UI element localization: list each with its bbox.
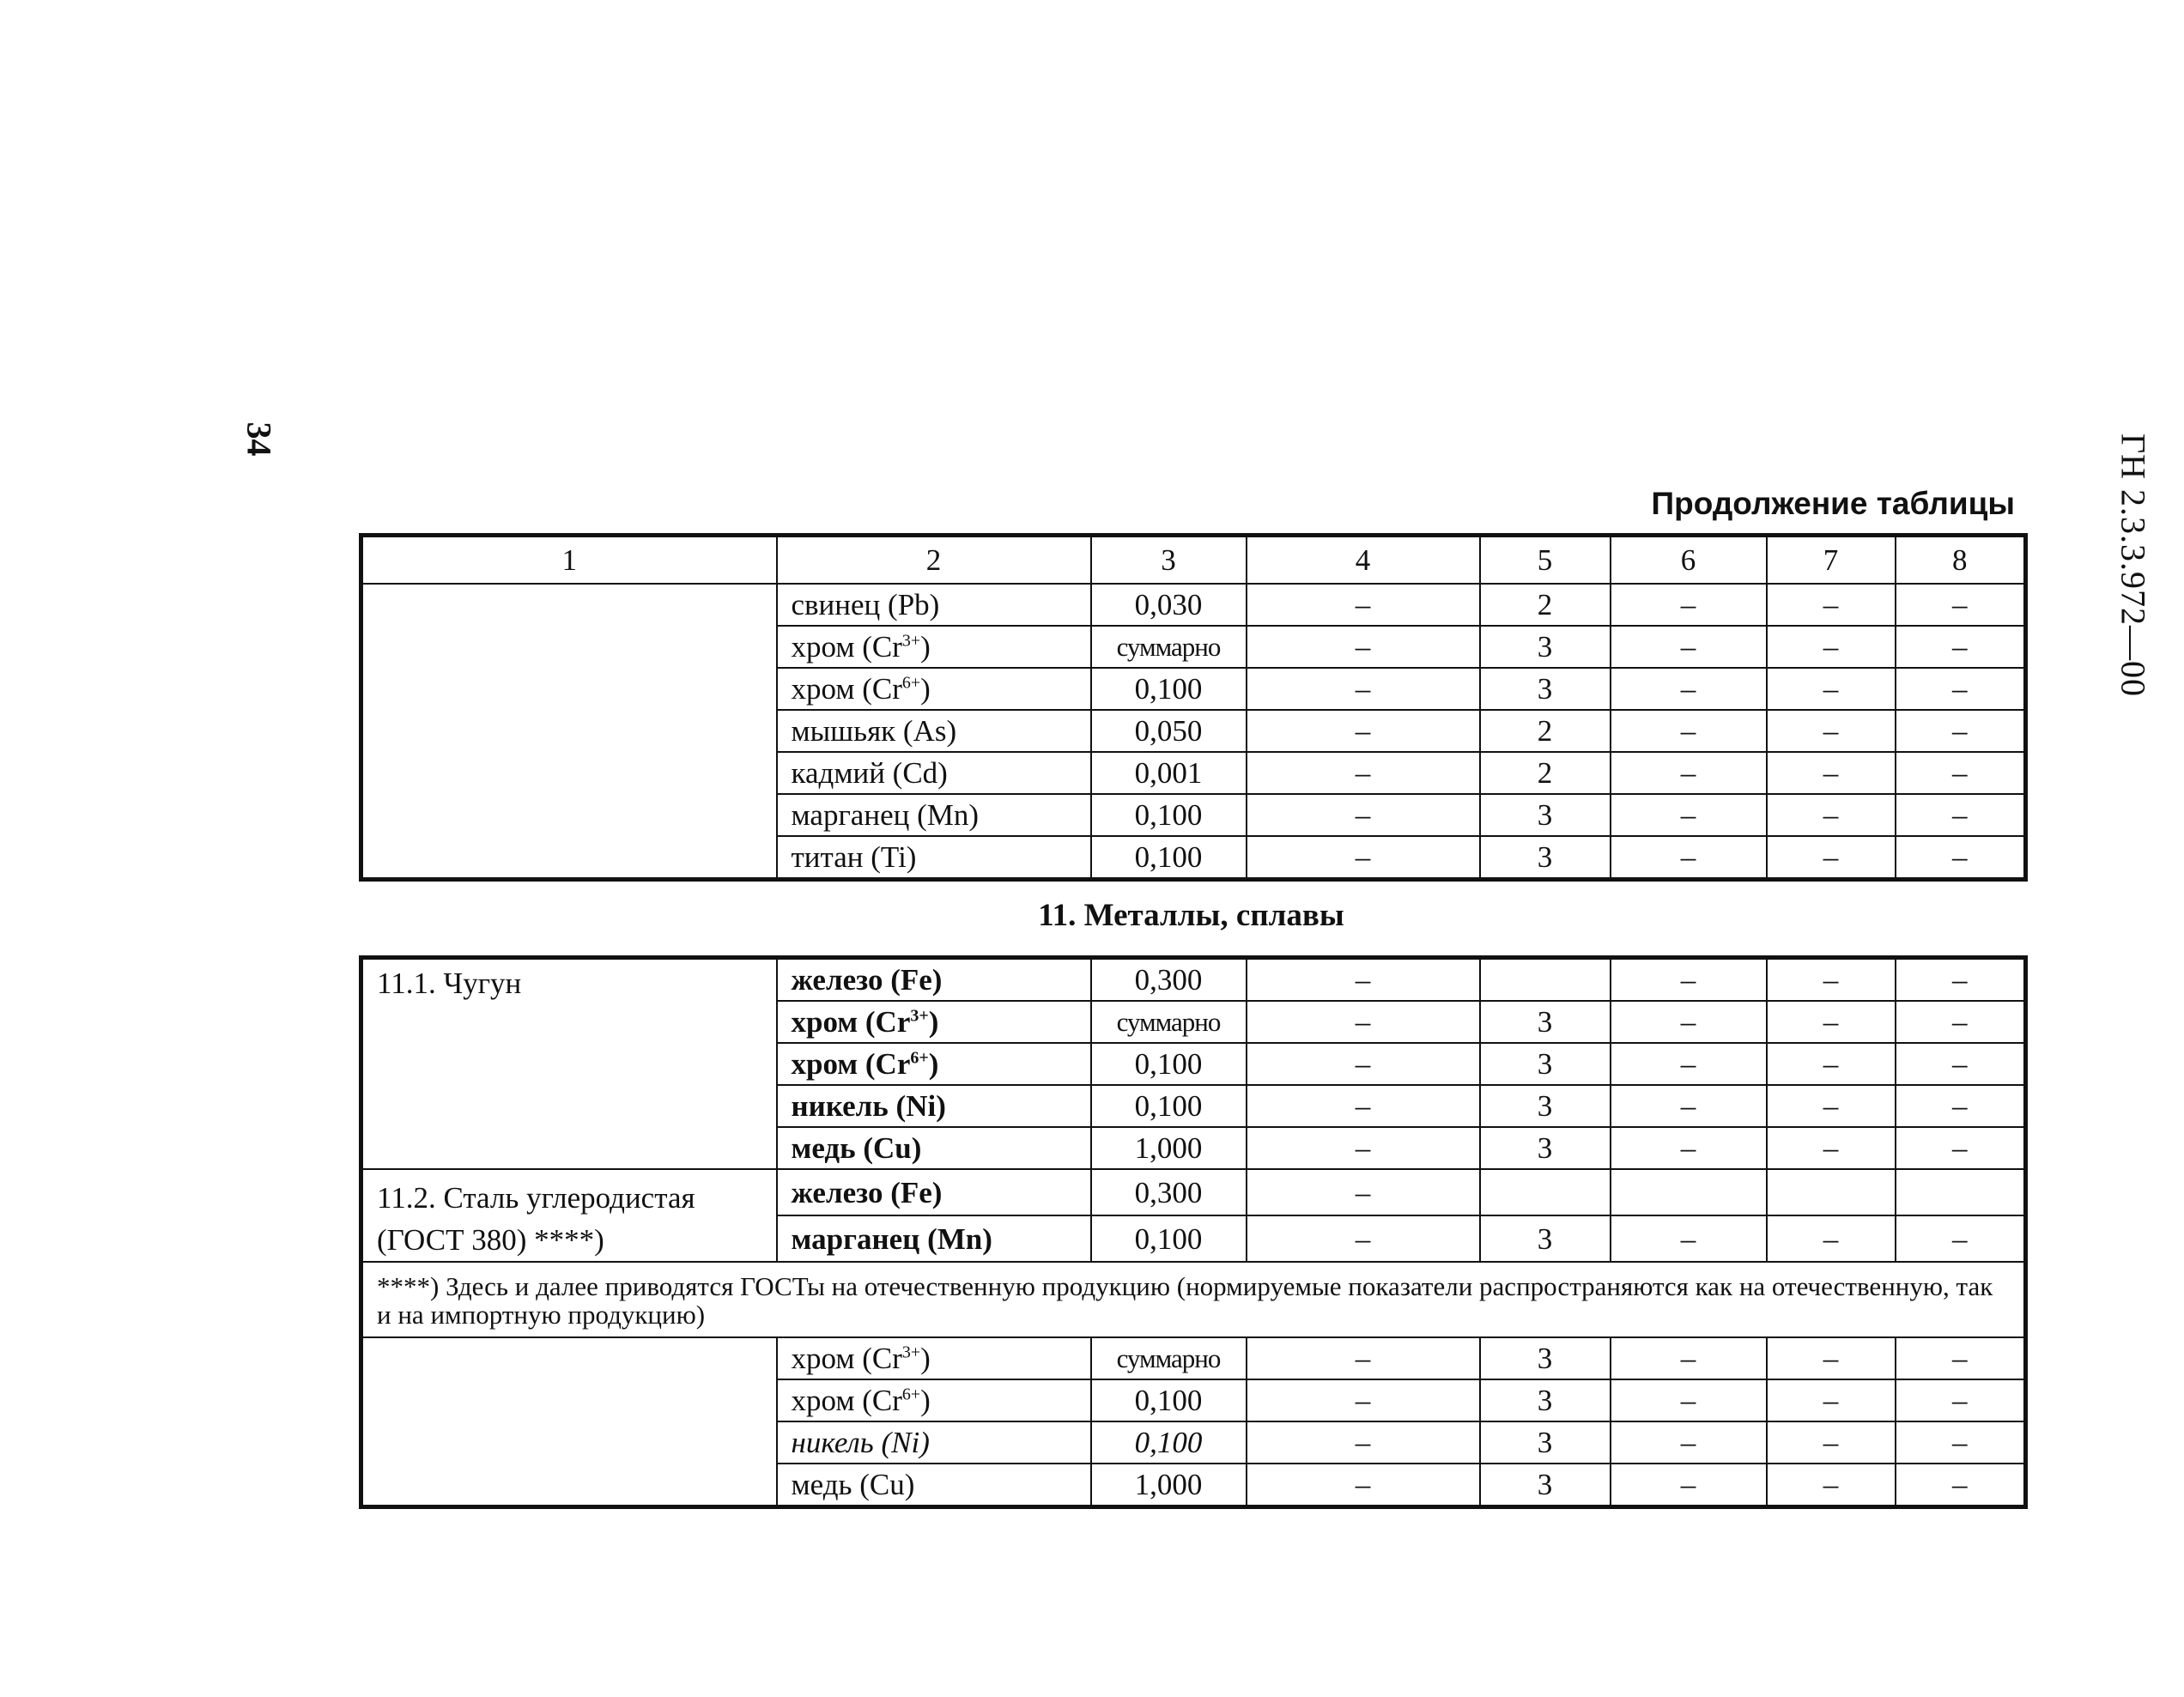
value-cell: 3 <box>1480 1127 1611 1169</box>
value-cell: 3 <box>1480 1085 1611 1127</box>
value-cell: – <box>1247 584 1480 626</box>
substance-cell: медь (Cu) <box>777 1464 1091 1507</box>
substance-cell: железо (Fe) <box>777 958 1091 1002</box>
value-cell: 3 <box>1480 1001 1611 1043</box>
value-cell: – <box>1611 1127 1767 1169</box>
value-cell: – <box>1767 752 1896 794</box>
value-cell: 0,050 <box>1091 710 1247 752</box>
value-cell: – <box>1896 1127 2026 1169</box>
value-cell: – <box>1767 1043 1896 1085</box>
value-cell: – <box>1611 626 1767 668</box>
substance-cell: медь (Cu) <box>777 1127 1091 1169</box>
footnote-row <box>361 1262 2026 1337</box>
page-number: 34 <box>240 421 279 457</box>
value-cell: 3 <box>1480 1215 1611 1262</box>
value-cell: – <box>1611 1464 1767 1507</box>
value-cell: – <box>1611 1001 1767 1043</box>
value-cell: – <box>1767 584 1896 626</box>
value-cell: – <box>1767 1215 1896 1262</box>
value-cell: – <box>1247 1001 1480 1043</box>
value-cell: – <box>1767 668 1896 710</box>
substance-cell: кадмий (Cd) <box>777 752 1091 794</box>
value-cell: – <box>1611 836 1767 880</box>
substance-cell: хром $(Cr^{3+})$ <box>777 1337 1091 1379</box>
value-cell: – <box>1896 710 2026 752</box>
category-cell <box>361 1337 777 1507</box>
value-cell <box>1611 1169 1767 1215</box>
value-cell: – <box>1247 668 1480 710</box>
value-cell: – <box>1247 1043 1480 1085</box>
substance-cell: никель (Ni) <box>777 1085 1091 1127</box>
value-cell: – <box>1247 1127 1480 1169</box>
value-cell: 2 <box>1480 710 1611 752</box>
value-cell: – <box>1247 958 1480 1002</box>
value-cell: 0,300 <box>1091 1169 1247 1215</box>
value-cell: – <box>1247 752 1480 794</box>
substance-cell: хром $(Cr^{6+})$ <box>777 1379 1091 1421</box>
value-cell: 0,100 <box>1091 1085 1247 1127</box>
value-cell: 0,100 <box>1091 668 1247 710</box>
value-cell: – <box>1767 1421 1896 1464</box>
table-row <box>361 1169 2026 1215</box>
value-cell <box>1480 1169 1611 1215</box>
value-cell: – <box>1611 1215 1767 1262</box>
value-cell: – <box>1896 626 2026 668</box>
value-cell: 3 <box>1480 668 1611 710</box>
value-cell: 1,000 <box>1091 1464 1247 1507</box>
value-cell: – <box>1896 1043 2026 1085</box>
substance-cell: свинец (Pb) <box>777 584 1091 626</box>
value-cell: – <box>1247 1421 1480 1464</box>
value-cell: суммарно <box>1091 1337 1247 1379</box>
value-cell: – <box>1767 1001 1896 1043</box>
table-header-row <box>361 536 2026 585</box>
value-cell: – <box>1611 668 1767 710</box>
substance-cell: марганец (Mn) <box>777 794 1091 836</box>
value-cell: 0,100 <box>1091 1215 1247 1262</box>
substance-cell: никель (Ni) <box>777 1421 1091 1464</box>
value-cell: – <box>1896 584 2026 626</box>
substance-cell: хром $(Cr^{3+})$ <box>777 1001 1091 1043</box>
value-cell: – <box>1767 836 1896 880</box>
value-cell <box>1896 1169 2026 1215</box>
substance-cell: титан (Ti) <box>777 836 1091 880</box>
value-cell: 3 <box>1480 1043 1611 1085</box>
value-cell: – <box>1611 1085 1767 1127</box>
value-cell: – <box>1896 1421 2026 1464</box>
table-row <box>361 584 2026 626</box>
value-cell: – <box>1896 1379 2026 1421</box>
value-cell: – <box>1611 1379 1767 1421</box>
substance-cell: железо (Fe) <box>777 1169 1091 1215</box>
value-cell: – <box>1247 710 1480 752</box>
value-cell: – <box>1896 752 2026 794</box>
value-cell: – <box>1896 1215 2026 1262</box>
value-cell: – <box>1247 1085 1480 1127</box>
value-cell: – <box>1896 1085 2026 1127</box>
value-cell: суммарно <box>1091 1001 1247 1043</box>
category-cell <box>361 584 777 880</box>
value-cell: – <box>1767 710 1896 752</box>
value-cell: – <box>1767 1464 1896 1507</box>
value-cell: 3 <box>1480 1464 1611 1507</box>
section-title: 11. Металлы, сплавы <box>1038 898 1344 933</box>
table-row <box>361 958 2026 1002</box>
value-cell: 2 <box>1480 752 1611 794</box>
value-cell: – <box>1611 1043 1767 1085</box>
value-cell: – <box>1611 958 1767 1002</box>
value-cell: 0,001 <box>1091 752 1247 794</box>
value-cell: – <box>1247 1464 1480 1507</box>
value-cell: – <box>1896 1001 2026 1043</box>
value-cell: – <box>1247 1379 1480 1421</box>
value-cell: – <box>1611 1337 1767 1379</box>
document-code: ГН 2.3.3.972—00 <box>2114 433 2153 697</box>
value-cell: – <box>1767 1127 1896 1169</box>
header-cell: 1 <box>361 536 777 585</box>
substance-cell: хром $(Cr^{6+})$ <box>777 668 1091 710</box>
value-cell <box>1767 1169 1896 1215</box>
table-row <box>361 1337 2026 1379</box>
value-cell: 1,000 <box>1091 1127 1247 1169</box>
value-cell: 3 <box>1480 1421 1611 1464</box>
footnote-text: ****) Здесь и далее приводятся ГОСТы на отечественную продукцию (нормируемые показатели распространяются как на отечественную, так и на импортную продукцию) <box>361 1262 2026 1337</box>
value-cell: – <box>1611 584 1767 626</box>
header-cell: 7 <box>1767 536 1896 585</box>
value-cell: – <box>1611 752 1767 794</box>
substance-cell: мышьяк (As) <box>777 710 1091 752</box>
value-cell: 0,100 <box>1091 836 1247 880</box>
header-cell: 8 <box>1896 536 2026 585</box>
value-cell: 0,100 <box>1091 794 1247 836</box>
value-cell: – <box>1247 836 1480 880</box>
regulations-table-continued <box>359 533 2028 882</box>
value-cell: – <box>1767 958 1896 1002</box>
value-cell: – <box>1896 958 2026 1002</box>
value-cell: – <box>1247 1169 1480 1215</box>
value-cell: – <box>1247 626 1480 668</box>
value-cell: 0,300 <box>1091 958 1247 1002</box>
value-cell: – <box>1611 1421 1767 1464</box>
value-cell: – <box>1611 710 1767 752</box>
header-cell: 6 <box>1611 536 1767 585</box>
value-cell: – <box>1767 626 1896 668</box>
table-continuation-label: Продолжение таблицы <box>1651 486 2015 521</box>
value-cell: – <box>1896 1464 2026 1507</box>
category-cell: 11.2. Сталь углеродистая (ГОСТ 380) ****) <box>361 1169 777 1262</box>
substance-cell: хром $(Cr^{6+})$ <box>777 1043 1091 1085</box>
substance-cell: хром $(Cr^{3+})$ <box>777 626 1091 668</box>
value-cell: – <box>1896 668 2026 710</box>
header-cell: 5 <box>1480 536 1611 585</box>
header-cell: 2 <box>777 536 1091 585</box>
value-cell: – <box>1767 794 1896 836</box>
value-cell: – <box>1896 1337 2026 1379</box>
value-cell: 2 <box>1480 584 1611 626</box>
value-cell: 0,100 <box>1091 1043 1247 1085</box>
value-cell: – <box>1767 1085 1896 1127</box>
value-cell: – <box>1247 1215 1480 1262</box>
value-cell: – <box>1896 836 2026 880</box>
header-cell: 3 <box>1091 536 1247 585</box>
value-cell: суммарно <box>1091 626 1247 668</box>
value-cell: – <box>1767 1379 1896 1421</box>
value-cell: 0,100 <box>1091 1379 1247 1421</box>
substance-cell: марганец (Mn) <box>777 1215 1091 1262</box>
value-cell: – <box>1247 1337 1480 1379</box>
value-cell: – <box>1767 1337 1896 1379</box>
value-cell <box>1480 958 1611 1002</box>
value-cell: 3 <box>1480 794 1611 836</box>
value-cell: – <box>1896 794 2026 836</box>
header-cell: 4 <box>1247 536 1480 585</box>
value-cell: 3 <box>1480 836 1611 880</box>
value-cell: 3 <box>1480 1379 1611 1421</box>
value-cell: 3 <box>1480 1337 1611 1379</box>
value-cell: 0,030 <box>1091 584 1247 626</box>
value-cell: – <box>1611 794 1767 836</box>
value-cell: – <box>1247 794 1480 836</box>
metals-alloys-table <box>359 955 2028 1509</box>
value-cell: 3 <box>1480 626 1611 668</box>
category-cell: 11.1. Чугун <box>361 958 777 1170</box>
value-cell: 0,100 <box>1091 1421 1247 1464</box>
